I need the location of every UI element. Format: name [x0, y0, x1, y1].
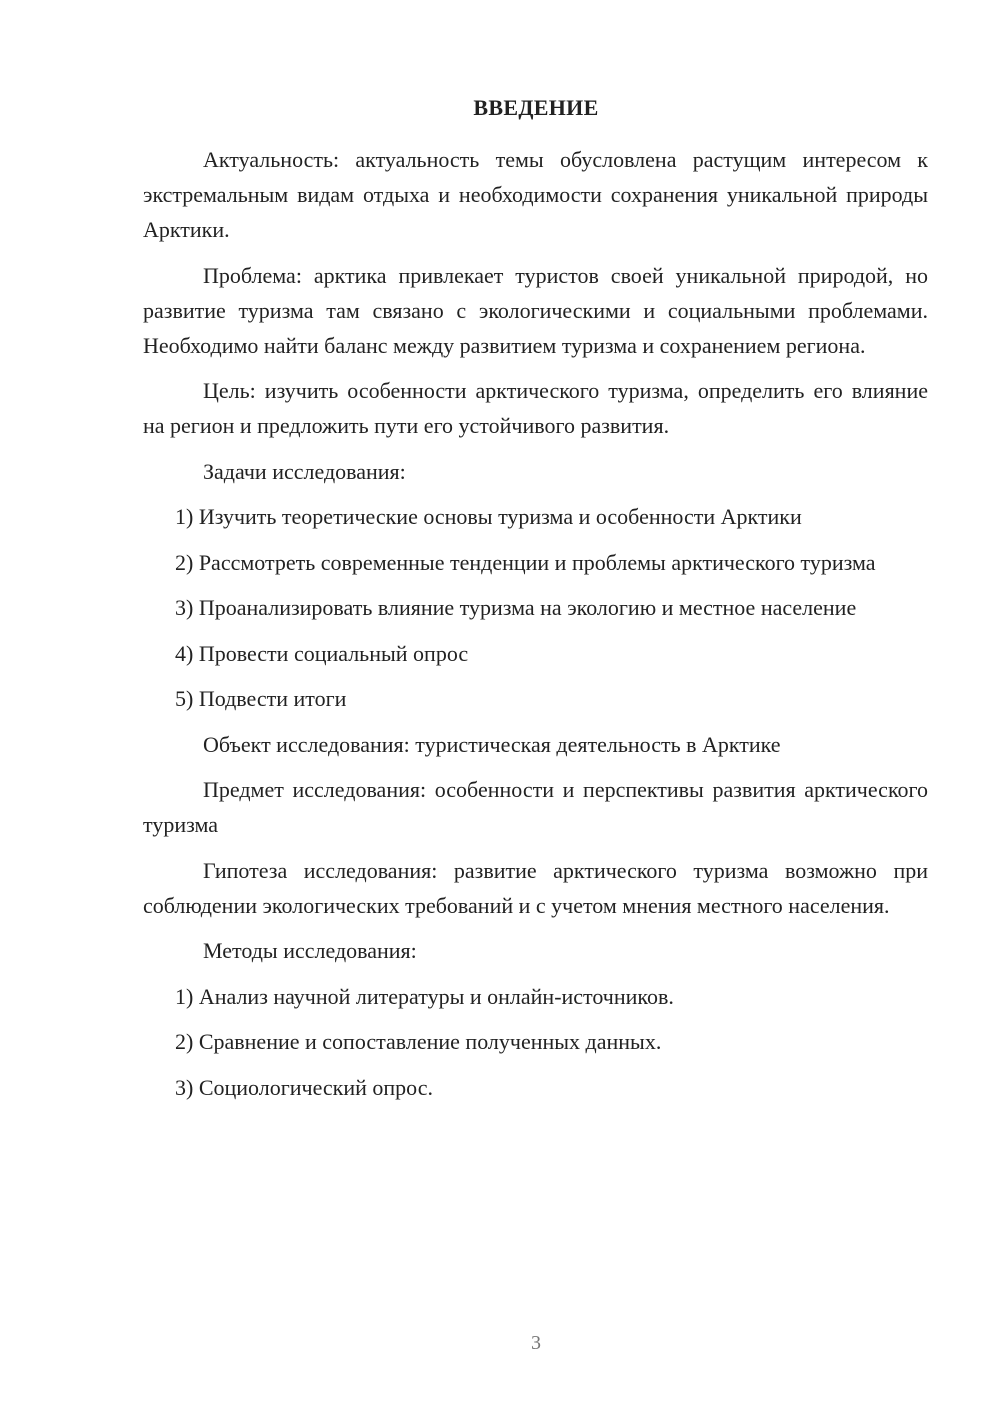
- method-item: 2) Сравнение и сопоставление полученных данных.: [175, 1029, 662, 1054]
- methods-heading: Методы исследования:: [203, 938, 417, 963]
- goal-paragraph: Цель: изучить особенности арктического туризма, определить его влияние на регион и предложить пути его устойчивого развития.: [143, 378, 928, 438]
- task-item: 3) Проанализировать влияние туризма на экологию и местное население: [175, 595, 857, 620]
- method-item: 3) Социологический опрос.: [175, 1074, 433, 1100]
- task-item: 2) Рассмотреть современные тенденции и проблемы арктического туризма: [175, 549, 876, 575]
- method-item: 1) Анализ научной литературы и онлайн-источников.: [175, 983, 674, 1009]
- hypothesis-paragraph: Гипотеза исследования: развитие арктического туризма возможно при соблюдении экологических требований и с учетом мнения местного населения.: [143, 857, 928, 918]
- task-item: 5) Подвести итоги: [175, 686, 347, 711]
- task-item: 4) Провести социальный опрос: [175, 640, 469, 666]
- subject-paragraph: Предмет исследования: особенности и перспективы развития арктического туризма: [143, 777, 928, 837]
- task-item: 1) Изучить теоретические основы туризма и особенности Арктики: [175, 504, 802, 529]
- section-heading: ВВЕДЕНИЕ: [473, 95, 599, 120]
- object-paragraph: Объект исследования: туристическая деятельность в Арктике: [203, 731, 781, 757]
- page-number: 3: [531, 1332, 541, 1354]
- tasks-heading: Задачи исследования:: [203, 458, 406, 484]
- relevance-paragraph: Актуальность: актуальность темы обусловлена растущим интересом к экстремальным видам отдыха и необходимости сохранения уникальной природы Арктики.: [143, 147, 928, 242]
- problem-paragraph: Проблема: арктика привлекает туристов своей уникальной природой, но развитие туризма там связано с экологическими и социальными проблемами. Необходимо найти баланс между развитием туризма и сохранением региона.: [143, 262, 928, 358]
- document-body: [143, 142, 928, 1115]
